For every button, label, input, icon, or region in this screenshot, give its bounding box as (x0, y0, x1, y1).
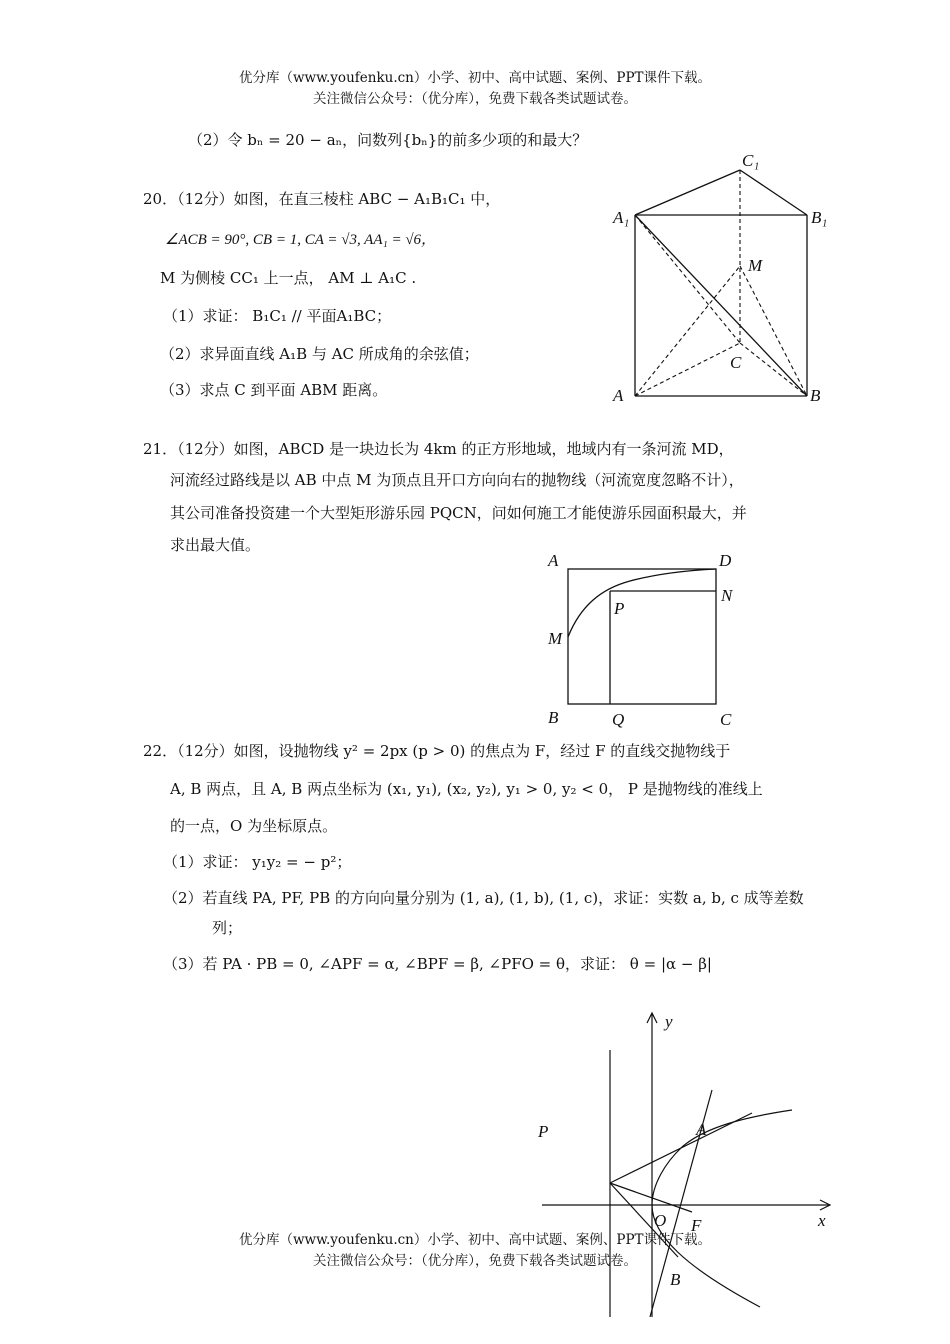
q22-line-1: 22．（12分）如图，设抛物线 y² = 2px (p > 0) 的焦点为 F，经过 F 的直线交抛物线于 (143, 742, 731, 760)
q20-head: 20．（12分）如图，在直三棱柱 ABC − A₁B₁C₁ 中， (143, 190, 501, 208)
footer-line-2: 关注微信公众号：（优分库），免费下载各类试题试卷。 (313, 1253, 637, 1269)
label-d: D (719, 551, 732, 570)
label-n: N (721, 586, 733, 605)
q22-part3: （3）若 PA · PB = 0, ∠APF = α, ∠BPF = β, ∠PFO = θ，求证： θ = |α − β| (163, 955, 712, 973)
label-b: B (548, 708, 559, 727)
label-c: C (720, 710, 732, 729)
q20-part3: （3）求点 C 到平面 ABM 距离。 (160, 381, 388, 399)
prism-figure (600, 148, 840, 408)
label-a: A (548, 551, 559, 570)
q21-line-4: 求出最大值。 (170, 536, 261, 554)
q20-part1: （1）求证： B₁C₁ // 平面A₁BC； (163, 307, 392, 325)
label-x: x (818, 1211, 826, 1230)
label-a: A (613, 386, 624, 405)
q21-line-1: 21．（12分）如图，ABCD 是一块边长为 4km 的正方形地域，地域内有一条河流 MD， (143, 440, 734, 458)
label-c: C (730, 353, 742, 372)
label-f: F (691, 1216, 702, 1235)
label-y: y (665, 1012, 673, 1031)
q20-part2: （2）求异面直线 A₁B 与 AC 所成角的余弦值； (160, 345, 479, 363)
footer-line-1: 优分库（www.youfenku.cn）小学、初中、高中试题、案例、PPT课件下载。 (238, 1232, 712, 1248)
header-line-2: 关注微信公众号：（优分库），免费下载各类试题试卷。 (313, 91, 637, 107)
q21-line-3: 其公司准备投资建一个大型矩形游乐园 PQCN，问如何施工才能使游乐园面积最大，并 (170, 504, 747, 522)
q20-cond2: M 为侧棱 CC₁ 上一点， AM ⊥ A₁C . (160, 269, 417, 287)
label-b: B (810, 386, 821, 405)
label-b: B (670, 1270, 681, 1289)
label-q: Q (612, 710, 625, 729)
label-p: P (614, 599, 625, 618)
q22-line-3: 的一点，O 为坐标原点。 (170, 817, 338, 835)
label-p: P (538, 1122, 549, 1141)
q19-part2: （2）令 bₙ = 20 − aₙ，问数列{bₙ}的前多少项的和最大？ (188, 131, 588, 149)
label-a: A (696, 1120, 707, 1139)
q21-line-2: 河流经过路线是以 AB 中点 M 为顶点且开口方向向右的抛物线（河流宽度忽略不计）， (170, 471, 744, 489)
q22-part1: （1）求证： y₁y₂ = − p²； (163, 853, 352, 871)
header-line-1: 优分库（www.youfenku.cn）小学、初中、高中试题、案例、PPT课件下载。 (238, 70, 712, 86)
q22-part2b: 列； (212, 919, 243, 937)
parabola-figure (530, 1005, 850, 1325)
label-b1: B₁ (811, 208, 828, 227)
label-o: O (654, 1211, 667, 1230)
label-c1: C₁ (742, 151, 760, 170)
q22-part2a: （2）若直线 PA, PF, PB 的方向向量分别为 (1, a), (1, b), (1, c)，求证：实数 a, b, c 成等差数 (163, 889, 804, 907)
q20-cond: ∠ACB = 90°, CB = 1, CA = √3, AA₁ = √6， (165, 232, 437, 248)
square-figure (540, 545, 750, 735)
label-a1: A₁ (613, 208, 630, 227)
label-m: M (748, 256, 763, 275)
q22-line-2: A, B 两点，且 A, B 两点坐标为 (x₁, y₁), (x₂, y₂), y₁ > 0, y₂ < 0， P 是抛物线的准线上 (170, 780, 763, 798)
label-m: M (548, 629, 563, 648)
